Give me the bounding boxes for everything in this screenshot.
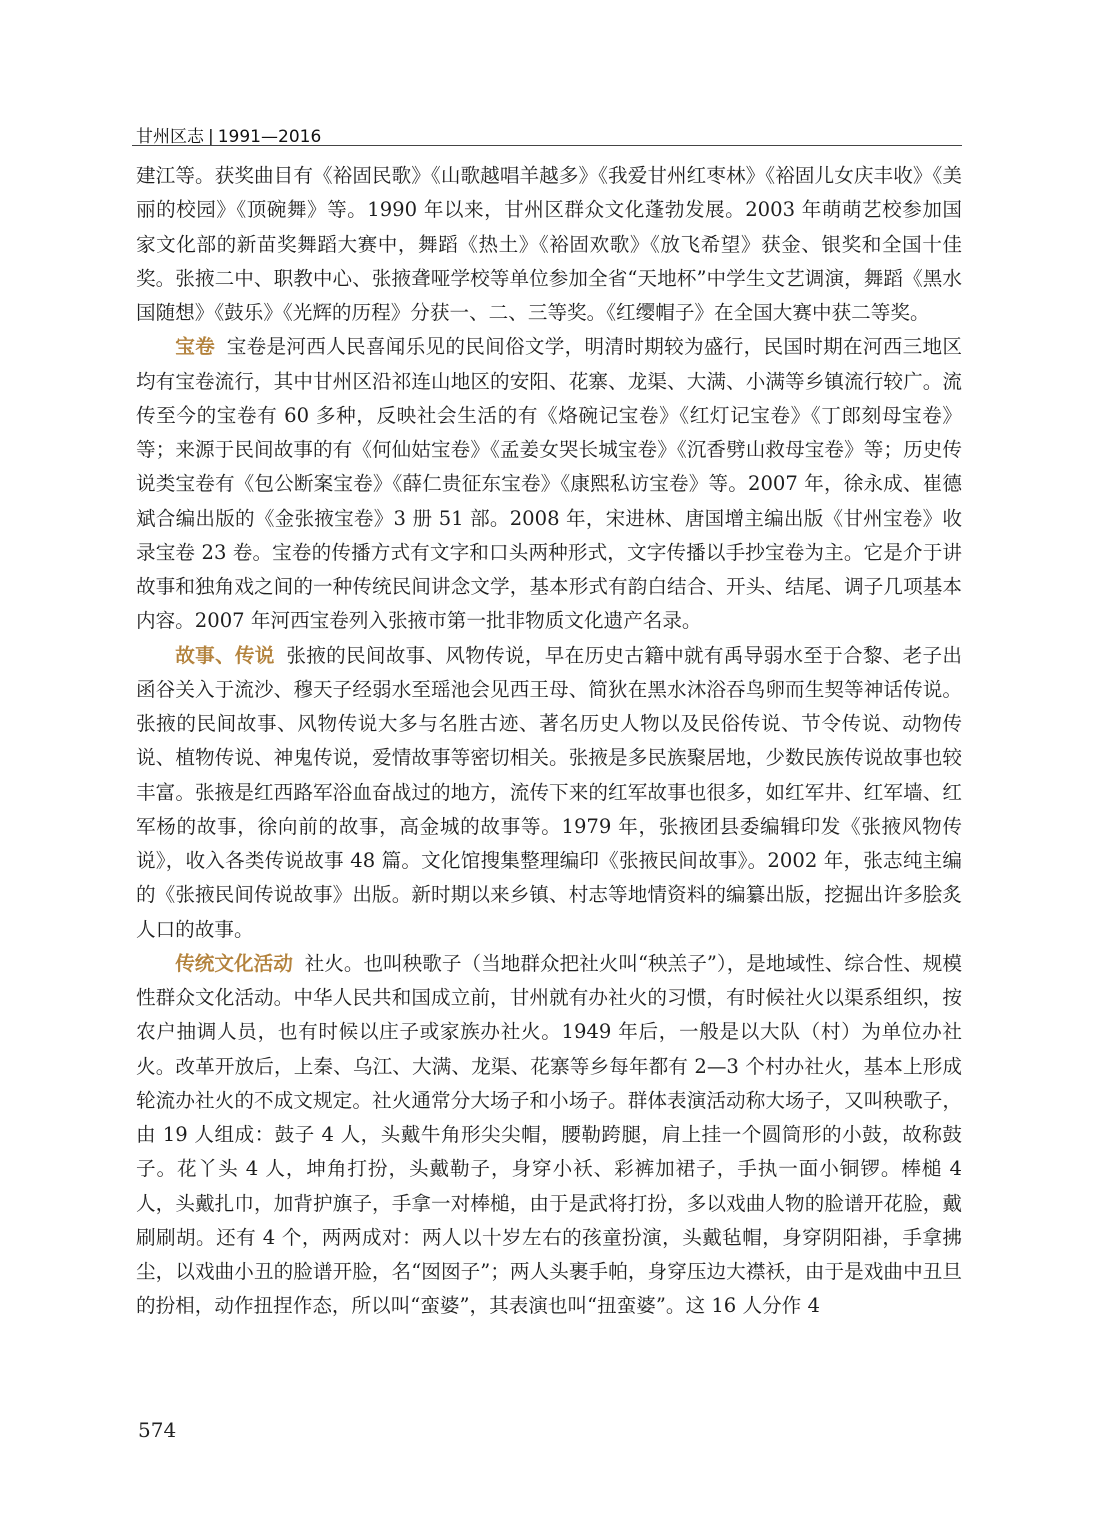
paragraph-text: 建江等。获奖曲目有《裕固民歌》《山歌越唱羊越多》《我爱甘州红枣林》《裕固儿女庆丰收》《美丽的校园》《顶碗舞》等。1990 年以来，甘州区群众文化蓬勃发展。2003 年萌萌艺校参加国家文化部的新苗奖舞蹈大赛中，舞蹈《热土》《裕固欢歌》《放飞希望》获金、银奖和全国十佳奖。张掖二中、职教中心、张掖聋哑学校等单位参加全省“天地杯”中学生文艺调演，舞蹈《黑水国随想》《鼓乐》《光辉的历程》分获一、二、三等奖。《红缨帽子》在全国大赛中获二等奖。 [136,164,962,324]
section-heading: 宝卷 [175,335,215,359]
running-header [136,122,321,147]
paragraph-text: 社火。也叫秧歌子（当地群众把社火叫“秧羔子”），是地域性、综合性、规模性群众文化活动。中华人民共和国成立前，甘州就有办社火的习惯，有时候社火以渠系组织，按农户抽调人员，也有时候以庄子或家族办社火。1949 年后，一般是以大队（村）为单位办社火。改革开放后，上秦、乌江、大满、龙渠、花寨等乡每年都有 2—3 个村办社火，基本上形成轮流办社火的不成文规定。社火通常分大场子和小场子。群体表演活动称大场子，又叫秧歌子，由 19 人组成：鼓子 4 人，头戴牛角形尖尖帽，腰勒跨腿，肩上挂一个圆筒形的小鼓，故称鼓子。花丫头 4 人，坤角打扮，头戴勒子，身穿小袄、彩裤加裙子，手执一面小铜锣。棒槌 4 人，头戴扎巾，加背护旗子，手拿一对棒槌，由于是武将打扮，多以戏曲人物的脸谱开花脸，戴刷刷胡。还有 4 个，两两成对：两人以十岁左右的孩童扮演，头戴毡帽，身穿阴阳褂，手拿拂尘，以戏曲小丑的脸谱开脸，名“囡囡子”；两人头裹手帕，身穿压边大襟袄，由于是戏曲中丑旦的扮相，动作扭捏作态，所以叫“蛮婆”，其表演也叫“扭蛮婆”。这 16 人分作 4 [136,951,963,1318]
book-title: 甘州区志 [136,127,204,147]
header-rule [132,145,962,146]
paragraph-continuation [136,159,962,330]
paragraph-stories-legends [136,639,962,947]
body-text [136,159,962,1324]
page-number: 574 [138,1418,177,1442]
paragraph-text: 张掖的民间故事、风物传说，早在历史古籍中就有禹导弱水至于合黎、老子出函谷关入于流沙、穆天子经弱水至瑶池会见西王母、简狄在黑水沐浴吞鸟卵而生契等神话传说。张掖的民间故事、风物传说大多与名胜古迹、著名历史人物以及民俗传说、节令传说、动物传说、植物传说、神鬼传说，爱情故事等密切相关。张掖是多民族聚居地，少数民族传说故事也较丰富。张掖是红西路军浴血奋战过的地方，流传下来的红军故事也很多，如红军井、红军墙、红军杨的故事，徐向前的故事，高金城的故事等。1979 年，张掖团县委编辑印发《张掖风物传说》，收入各类传说故事 48 篇。文化馆搜集整理编印《张掖民间故事》。2002 年，张志纯主编的《张掖民间传说故事》出版。新时期以来乡镇、村志等地情资料的编纂出版，挖掘出许多脍炙人口的故事。 [136,643,963,941]
header-years: 1991—2016 [217,127,322,147]
paragraph-baojuan [136,330,962,638]
paragraph-traditional-activities [136,947,962,1324]
section-heading: 故事、传说 [175,643,275,667]
paragraph-text: 宝卷是河西人民喜闻乐见的民间俗文学，明清时期较为盛行，民国时期在河西三地区均有宝卷流行，其中甘州区沿祁连山地区的安阳、花寨、龙渠、大满、小满等乡镇流行较广。流传至今的宝卷有 60 多种，反映社会生活的有《烙碗记宝卷》《红灯记宝卷》《丁郎刻母宝卷》等；来源于民间故事的有《何仙姑宝卷》《孟姜女哭长城宝卷》《沉香劈山救母宝卷》等；历史传说类宝卷有《包公断案宝卷》《薛仁贵征东宝卷》《康熙私访宝卷》等。2007 年，徐永成、崔德斌合编出版的《金张掖宝卷》3 册 51 部。2008 年，宋进林、唐国增主编出版《甘州宝卷》收录宝卷 23 卷。宝卷的传播方式有文字和口头两种形式，文字传播以手抄宝卷为主。它是介于讲故事和独角戏之间的一种传统民间讲念文学，基本形式有韵白结合、开头、结尾、调子几项基本内容。2007 年河西宝卷列入张掖市第一批非物质文化遗产名录。 [136,335,963,633]
section-heading: 传统文化活动 [175,951,293,975]
header-separator: | [208,127,214,147]
